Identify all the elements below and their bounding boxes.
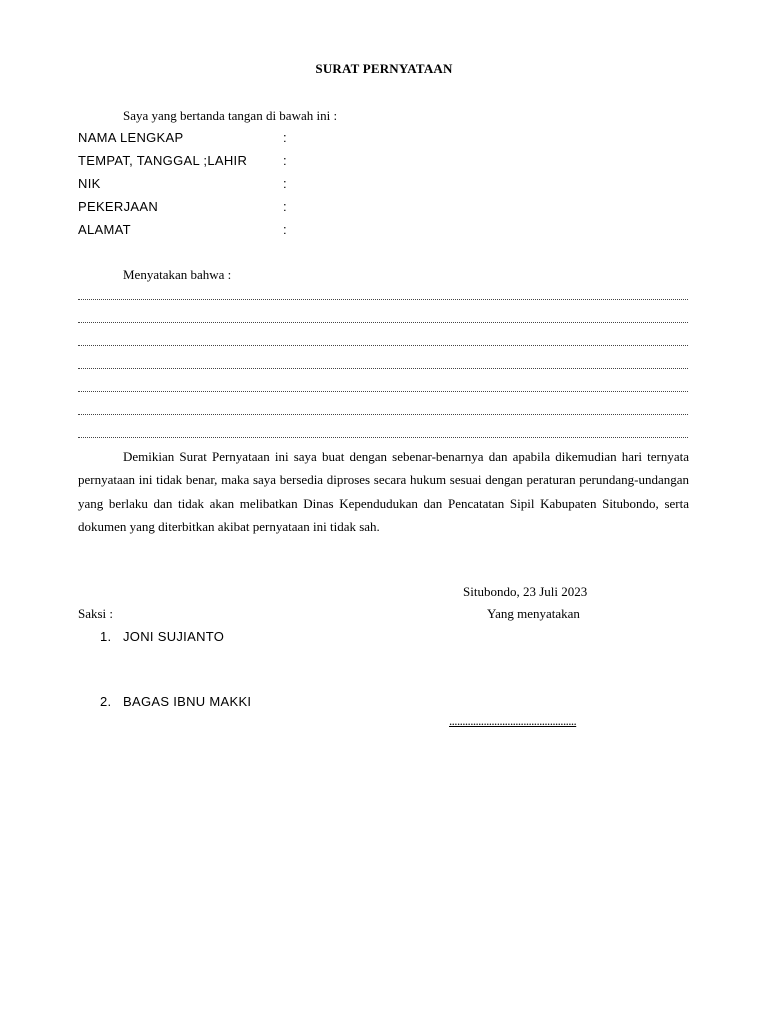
place-date: Situbondo, 23 Juli 2023 [463, 584, 588, 599]
saksi-label: Saksi : [78, 606, 114, 621]
witness-name: BAGAS IBNU MAKKI [123, 694, 252, 709]
field-colon: : [283, 176, 287, 191]
field-colon: : [283, 199, 287, 214]
witness-number: 2. [100, 694, 112, 709]
statement-blank-line [78, 322, 688, 323]
field-label: PEKERJAAN [78, 199, 159, 214]
field-label: ALAMAT [78, 222, 131, 237]
statement-blank-line [78, 391, 688, 392]
field-colon: : [283, 130, 287, 145]
statement-blank-line [78, 345, 688, 346]
field-colon: : [283, 153, 287, 168]
signature-line: ................................................ [449, 713, 577, 728]
field-label: TEMPAT, TANGGAL ;LAHIR [78, 153, 248, 168]
statement-blank-line [78, 368, 688, 369]
statement-blank-line [78, 299, 688, 300]
witness-number: 1. [100, 629, 112, 644]
signer-label: Yang menyatakan [487, 606, 580, 621]
statement-blank-line [78, 437, 688, 438]
statement-intro: Menyatakan bahwa : [123, 267, 232, 282]
witness-name: JONI SUJIANTO [123, 629, 225, 644]
field-label: NIK [78, 176, 101, 191]
closing-paragraph: Demikian Surat Pernyataan ini saya buat dengan sebenar-benarnya dan apabila dikemudian hari ternyata pernyataan ini tidak benar, maka saya bersedia diproses secara hukum sesuai dengan peraturan perundang-undangan yang berlaku dan tidak akan melibatkan Dinas Kependudukan dan Pencatatan Sipil Kabupaten Situbondo, serta dokumen yang diterbitkan akibat pernyataan ini tidak sah. [78, 449, 689, 534]
field-colon: : [283, 222, 287, 237]
statement-blank-line [78, 414, 688, 415]
document-title: SURAT PERNYATAAN [315, 61, 453, 76]
field-label: NAMA LENGKAP [78, 130, 184, 145]
intro-text: Saya yang bertanda tangan di bawah ini : [123, 108, 338, 123]
